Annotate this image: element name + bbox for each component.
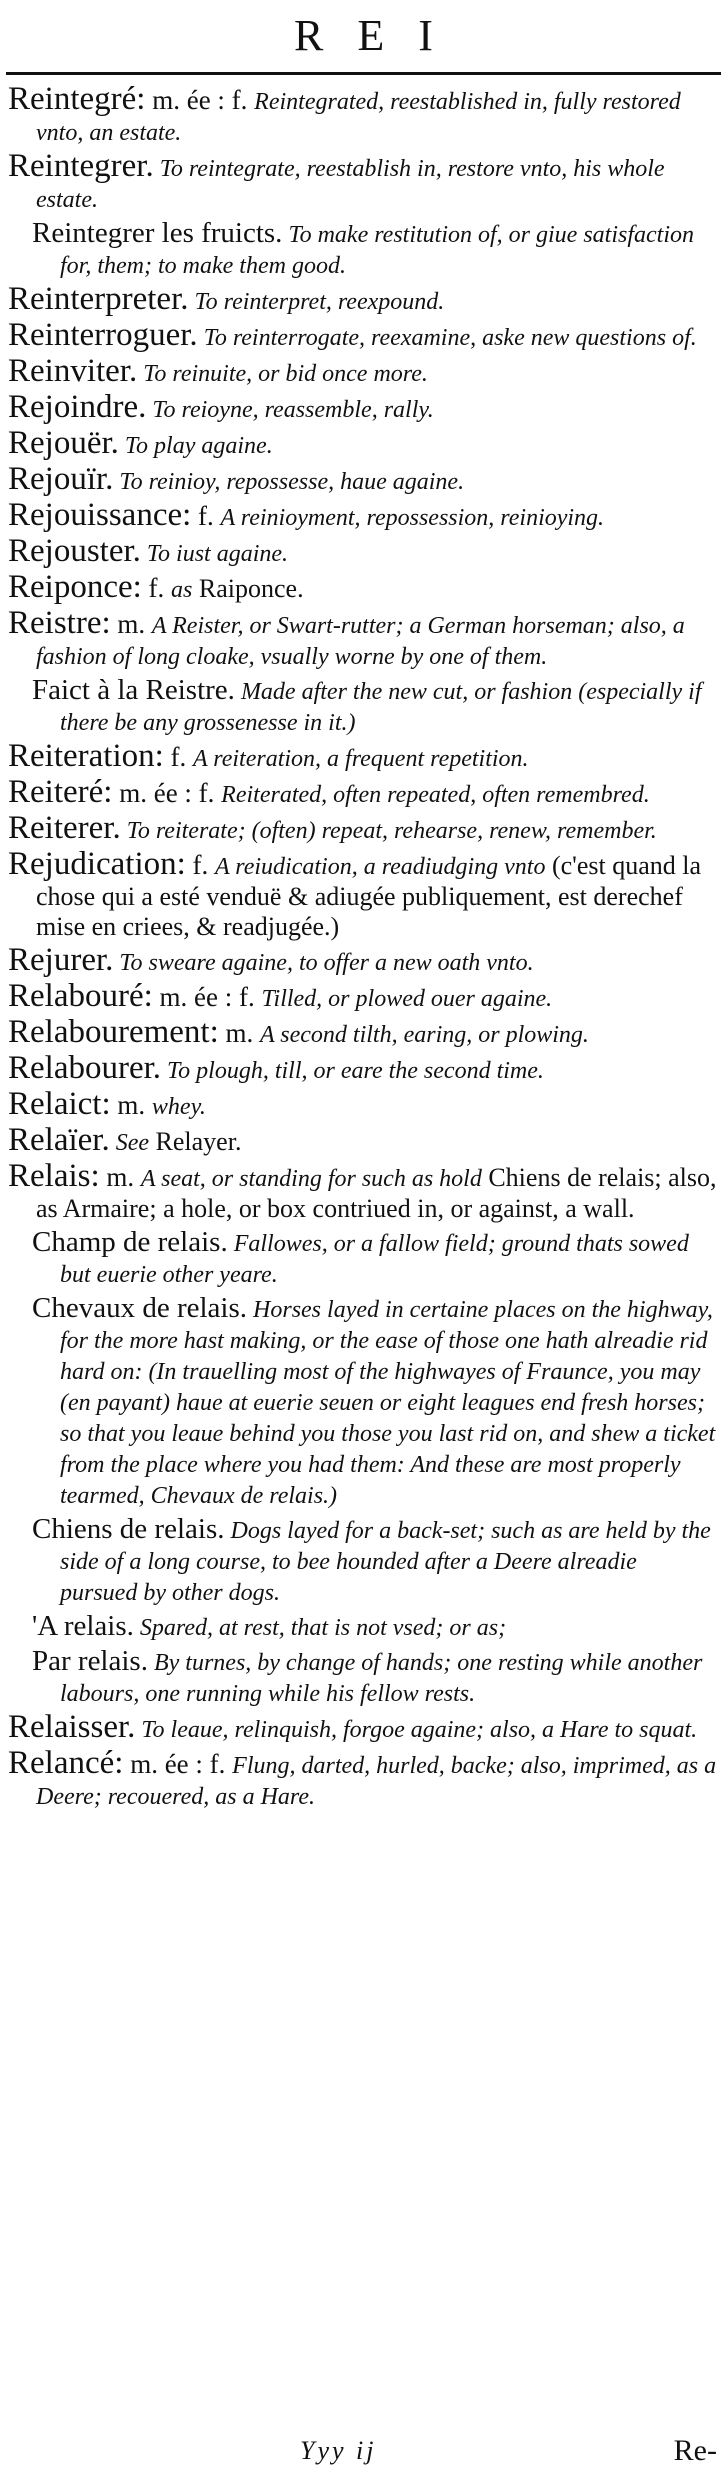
dictionary-entry bbox=[8, 148, 718, 215]
dictionary-entry bbox=[8, 497, 718, 533]
page-header bbox=[0, 0, 727, 72]
dictionary-entry bbox=[8, 281, 718, 317]
headword: 'A relais. bbox=[32, 1610, 134, 1642]
definition: To leaue, relinquish, forgoe againe; also, a Hare to squat. bbox=[135, 1717, 698, 1743]
dictionary-entry bbox=[8, 389, 718, 425]
sub-entry bbox=[8, 218, 718, 281]
definition: Made after the new cut, or fashion (especially if there be any grossenesse in it.) bbox=[60, 679, 702, 736]
header-rule bbox=[6, 72, 721, 75]
grammar-note: m. bbox=[110, 609, 152, 639]
grammar-note: f. bbox=[163, 742, 194, 772]
dictionary-entry bbox=[8, 774, 718, 810]
definition: To reiterate; (often) repeat, rehearse, renew, remember. bbox=[120, 818, 657, 844]
definition: Fallowes, or a fallow field; ground thats sowed but euerie other yeare. bbox=[60, 1231, 689, 1288]
headword: Reintegrer. bbox=[8, 148, 154, 184]
definition: To plough, till, or eare the second time. bbox=[161, 1058, 544, 1084]
definition: A reiteration, a frequent repetition. bbox=[193, 746, 529, 772]
headword: Relabouré: bbox=[8, 978, 153, 1014]
headword: Reiteration: bbox=[8, 738, 164, 774]
dictionary-entry bbox=[8, 738, 718, 774]
sub-entry bbox=[8, 1646, 718, 1709]
dictionary-entry bbox=[8, 569, 718, 605]
dictionary-entry bbox=[8, 1158, 718, 1224]
dictionary-entry bbox=[8, 353, 718, 389]
headword: Par relais. bbox=[32, 1645, 148, 1677]
headword: Reinterroguer. bbox=[8, 317, 198, 353]
headword: Reinviter. bbox=[8, 353, 138, 389]
dictionary-entry bbox=[8, 1122, 718, 1158]
definition: To sweare againe, to offer a new oath vnto. bbox=[113, 950, 534, 976]
headword: Rejudication: bbox=[8, 846, 186, 882]
sub-entry bbox=[8, 1514, 718, 1608]
definition: Reiterated, often repeated, often remembred. bbox=[221, 782, 650, 808]
sub-entry bbox=[8, 675, 718, 738]
grammar-note: m. ée : f. bbox=[112, 778, 222, 808]
dictionary-entry bbox=[8, 317, 718, 353]
grammar-note: m. ée : f. bbox=[152, 982, 262, 1012]
definition: To play againe. bbox=[118, 433, 273, 459]
definition: To reioyne, reassemble, rally. bbox=[146, 397, 434, 423]
headword: Relaict: bbox=[8, 1086, 111, 1122]
entry-list bbox=[8, 81, 718, 1815]
grammar-note: f. bbox=[141, 573, 172, 603]
dictionary-entry bbox=[8, 461, 718, 497]
grammar-note: m. bbox=[218, 1018, 261, 1048]
definition: To reinterrogate, reexamine, aske new questions of. bbox=[197, 325, 697, 351]
definition: A Reister, or Swart-rutter; a German horseman; also, a fashion of long cloake, vsually worne by one of them. bbox=[36, 613, 685, 670]
definition: To make restitution of, or giue satisfaction for, them; to make them good. bbox=[60, 222, 694, 279]
dictionary-entry bbox=[8, 425, 718, 461]
headword: Reiponce: bbox=[8, 569, 142, 605]
definition: A seat, or standing for such as hold bbox=[140, 1166, 482, 1192]
definition: See bbox=[109, 1130, 150, 1156]
definition: To reintegrate, reestablish in, restore vnto, his whole estate. bbox=[36, 156, 665, 213]
headword: Faict à la Reistre. bbox=[32, 674, 235, 706]
headword: Relabourer. bbox=[8, 1050, 162, 1086]
headword: Rejurer. bbox=[8, 942, 114, 978]
cross-reference: Chiens de relais; also, as Armaire; a hole, or box contriued in, or against, a wall. bbox=[36, 1163, 717, 1223]
signature-mark: Yyy ij bbox=[300, 2436, 377, 2465]
headword: Relais: bbox=[8, 1158, 100, 1194]
grammar-note: m. bbox=[99, 1162, 141, 1192]
dictionary-entry bbox=[8, 1709, 718, 1745]
headword: Relancé: bbox=[8, 1745, 124, 1781]
headword: Rejouissance: bbox=[8, 497, 192, 533]
dictionary-entry bbox=[8, 1745, 718, 1812]
headword: Rejouër. bbox=[8, 425, 119, 461]
definition: Dogs layed for a back-set; such as are held by the side of a long course, to bee hounded after a Deere alreadie pursued by other dogs. bbox=[60, 1518, 711, 1606]
headword: Rejouïr. bbox=[8, 461, 114, 497]
definition: Tilled, or plowed ouer againe. bbox=[261, 986, 553, 1012]
dictionary-entry bbox=[8, 533, 718, 569]
page-footer bbox=[0, 2428, 727, 2478]
definition: To reinterpret, reexpound. bbox=[188, 289, 445, 315]
headword: Rejoindre. bbox=[8, 389, 147, 425]
headword: Reistre: bbox=[8, 605, 111, 641]
cross-reference: (c'est quand la chose qui a esté venduë & adiugée publiquement, est derechef mise en criees, & readjugée.) bbox=[36, 851, 702, 941]
grammar-note: m. ée : f. bbox=[123, 1749, 233, 1779]
headword: Reiteré: bbox=[8, 774, 113, 810]
definition: whey. bbox=[151, 1094, 206, 1120]
definition: Spared, at rest, that is not vsed; or as; bbox=[133, 1615, 507, 1641]
dictionary-entry bbox=[8, 978, 718, 1014]
running-head: REI bbox=[294, 11, 467, 60]
definition: Horses layed in certaine places on the highway, for the more hast making, or the ease of those one hath alreadie rid hard on: (In trauelling most of the highwayes of Fraunce, you may (en payant) haue at euerie seuen or eight leagues end fresh horses; so that you leaue behind you those you last rid on, and shew a ticket from the place where you had them: And these are most properly tearmed, Chevaux de relais.) bbox=[60, 1297, 716, 1509]
definition: Reintegrated, reestablished in, fully restored vnto, an estate. bbox=[36, 89, 681, 146]
headword: Relaïer. bbox=[8, 1122, 110, 1158]
headword: Reintegrer les fruicts. bbox=[32, 217, 283, 249]
definition: Flung, darted, hurled, backe; also, imprimed, as a Deere; recouered, as a Hare. bbox=[36, 1753, 717, 1810]
headword: Chiens de relais. bbox=[32, 1513, 225, 1545]
headword: Rejouster. bbox=[8, 533, 141, 569]
catchword: Re- bbox=[673, 2434, 717, 2467]
dictionary-entry bbox=[8, 846, 718, 942]
grammar-note: m. ée : f. bbox=[145, 85, 255, 115]
dictionary-entry bbox=[8, 810, 718, 846]
headword: Reintegré: bbox=[8, 81, 146, 117]
dictionary-entry bbox=[8, 1050, 718, 1086]
sub-entry bbox=[8, 1227, 718, 1290]
definition: as bbox=[171, 577, 193, 603]
headword: Relabourement: bbox=[8, 1014, 219, 1050]
headword: Relaisser. bbox=[8, 1709, 136, 1745]
dictionary-entry bbox=[8, 1086, 718, 1122]
sub-entry bbox=[8, 1293, 718, 1511]
definition: A reiudication, a readiudging vnto bbox=[215, 854, 546, 880]
headword: Chevaux de relais. bbox=[32, 1292, 248, 1324]
definition: A second tilth, earing, or plowing. bbox=[260, 1022, 589, 1048]
cross-reference: Raiponce. bbox=[192, 574, 304, 603]
dictionary-entry bbox=[8, 1014, 718, 1050]
grammar-note: f. bbox=[185, 850, 216, 880]
dictionary-entry bbox=[8, 81, 718, 148]
definition: To iust againe. bbox=[140, 541, 289, 567]
definition: To reinuite, or bid once more. bbox=[137, 361, 428, 387]
cross-reference: Relayer. bbox=[149, 1127, 242, 1156]
definition: By turnes, by change of hands; one resting while another labours, one running while his fellow rests. bbox=[60, 1650, 703, 1707]
sub-entry bbox=[8, 1611, 718, 1643]
definition: A reinioyment, repossession, reinioying. bbox=[220, 505, 605, 531]
grammar-note: m. bbox=[110, 1090, 152, 1120]
dictionary-entry bbox=[8, 942, 718, 978]
definition: To reinioy, repossesse, haue againe. bbox=[113, 469, 465, 495]
headword: Champ de relais. bbox=[32, 1226, 228, 1258]
headword: Reinterpreter. bbox=[8, 281, 189, 317]
headword: Reiterer. bbox=[8, 810, 121, 846]
dictionary-entry bbox=[8, 605, 718, 672]
grammar-note: f. bbox=[191, 501, 221, 531]
